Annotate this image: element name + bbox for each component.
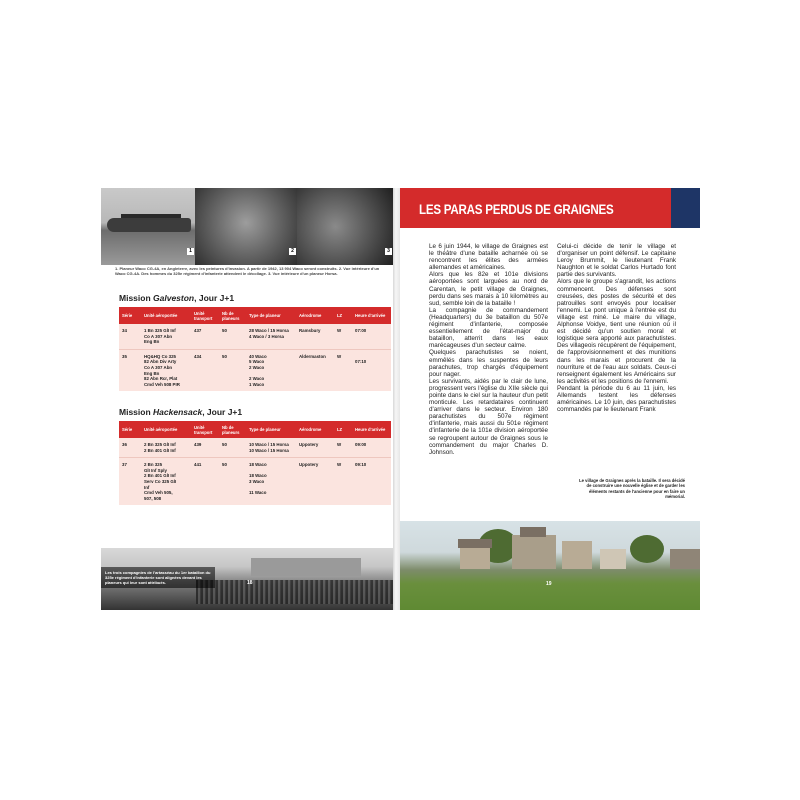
column-header: Type de planeur (249, 313, 281, 318)
table-cell: 07:10 (355, 359, 367, 365)
table-cell: W (337, 462, 342, 468)
left-page (101, 188, 393, 610)
column-header: Unité aéroportée (144, 427, 178, 432)
table-row (119, 457, 391, 505)
text-column-2 (557, 243, 676, 413)
table-cell: 36 (122, 442, 127, 447)
table-cell: 1 Bn 325 GlI Inf Co A 307 Abn Eng Bn (144, 328, 176, 345)
table-cell: W (337, 328, 342, 333)
village-photo (400, 521, 700, 610)
table-cell: 09:00 (355, 442, 367, 447)
table-cell: HQ&HQ Co 325 82 Abn Div Arty Co A 307 Abn Eng Bn 82 Abn Rcr, Plat Cmd Veh 508 PIR (144, 353, 180, 387)
paragraph: La compagnie de commandement (Headquarters) du 3e bataillon du 507e régiment d'infanterie, composée essentiellement de l'état-major du bataillon, atterrit dans les eaux marécageuses d'un secteur calme. (429, 306, 548, 350)
column-header: Unité aéroportée (144, 313, 178, 318)
table-cell: 50 (222, 353, 227, 359)
table-cell: 40 Waco 5 Waco 2 Waco 2 Waco 1 Waco (249, 353, 267, 387)
book-spine (393, 188, 400, 610)
paragraph: Quelques parachutistes se noient, emmêlés dans les suspentes de leurs parachutes, trop chargés d'équipement pour nager. (429, 349, 548, 378)
village-caption: Le village de Graignes après la bataille. Il sera décidé de construire une nouvelle église et de garder les éléments restants de l'ancienne pour en faire un mémorial. (579, 478, 685, 499)
column-header: Unité transport (194, 310, 213, 321)
photo-number: 2 (289, 248, 296, 255)
mission-table-galveston (119, 307, 391, 391)
table-cell: 437 (194, 328, 202, 333)
paragraph: Les survivants, aidés par le clair de lune, progressent vers l'église du XIIe siècle qui pointe dans le ciel sur la hauteur d'un petit monticule. Les retardataires continuent d'arriver dans le secteur. Environ 180 parachutistes du 507e régiment d'infanterie, mais aussi du 501e régiment d'infanterie de la 101e division aéroportée se regroupent autour de Graignes sous le commandement du major Charles D. Johnson. (429, 377, 548, 456)
glider-interior-photo (195, 188, 297, 265)
column-header: Nb de planeurs (222, 310, 240, 321)
table-cell: 434 (194, 353, 202, 359)
title-banner (400, 188, 671, 228)
table-cell: Ramsbury (299, 328, 321, 333)
table-row (119, 438, 391, 457)
table-cell: 441 (194, 462, 202, 468)
table-header (119, 421, 391, 438)
page-number: 19 (546, 581, 552, 587)
table-cell: 35 (122, 353, 127, 359)
troops-caption: Les trois compagnies de l'artasséau du 1er bataillon du 325e régiment d'infanterie sont alignées devant les planeurs qui leur sont attribués. (101, 567, 215, 588)
column-header: Aérodrome (299, 313, 322, 318)
table-cell: 2 Bn 325 GlI Inf Sply 2 Bn 401 GlI Inf Serv Co 325 GlI Inf Cmd Veh 505, 507, 508 (144, 462, 177, 501)
column-header: Unité transport (194, 424, 213, 435)
photo-number: 3 (385, 248, 392, 255)
horsa-interior-photo (297, 188, 393, 265)
photo-number: 1 (187, 248, 194, 255)
table-cell: 50 (222, 442, 227, 447)
column-header: Type de planeur (249, 427, 281, 432)
paragraph: Celui-ci décide de tenir le village et d'organiser un point défensif. Le capitaine Leroy Brummit, le lieutenant Frank Naughton et le soldat Carlos Hurtado font partie des survivants. (557, 243, 676, 279)
page-number: 18 (247, 580, 253, 586)
table-cell: Uppotery (299, 462, 319, 468)
text-column-1 (429, 243, 548, 456)
table-cell: 50 (222, 328, 227, 333)
table-cell: 09:10 (355, 462, 367, 468)
mission-title: Mission Galveston, Jour J+1 (119, 293, 235, 303)
photo-strip (101, 188, 393, 265)
mission-table-hackensack (119, 421, 391, 505)
table-cell: Uppotery (299, 442, 319, 447)
table-cell: 07:00 (355, 328, 367, 333)
right-page (400, 188, 700, 610)
paragraph: Alors que les 82e et 101e divisions aéroportées sont larguées au nord de Carentan, le petit village de Graignes, perdu dans ses marais à 10 kilomètres au sud, semble loin de la bataille ! (429, 271, 548, 307)
table-cell: 10 Waco / 15 Horsa 10 Waco / 15 Horsa (249, 442, 289, 453)
paragraph: Le 6 juin 1944, le village de Graignes est le théâtre d'une bataille acharnée où se rencontrent les élites des armées allemandes et américaines. (429, 243, 548, 272)
table-cell: 439 (194, 442, 202, 447)
photo-caption: 1. Planeur Waco CG-4A, en Angleterre, avec les peintures d'invasion. A partir de 1942, 13 904 Waco seront construits. 2. Vue intérieure d'un Waco CG-4A. Des hommes du 325e régiment d'infanterie attendent le décollage. 3. Vue intérieure d'un planeur Horsa. (115, 266, 380, 277)
table-row (119, 324, 391, 349)
column-header: LZ (337, 427, 343, 432)
column-header: LZ (337, 313, 343, 318)
column-header: Heure d'arrivée (355, 313, 386, 318)
column-header: Heure d'arrivée (355, 427, 386, 432)
column-header: Nb de planeurs (222, 424, 240, 435)
table-cell: 34 (122, 328, 127, 333)
table-cell: 37 (122, 462, 127, 468)
table-cell: 50 (222, 462, 227, 468)
navy-block (671, 188, 700, 228)
table-cell: 18 Waco 18 Waco 3 Waco 11 Waco (249, 462, 267, 496)
article-title: LES PARAS PERDUS DE GRAIGNES (419, 202, 614, 217)
column-header: Série (122, 427, 133, 432)
table-cell: 28 Waco / 15 Horsa 4 Waco / 3 Horsa (249, 328, 289, 339)
glider-photo (101, 188, 195, 265)
paragraph: Alors que le groupe s'agrandit, les actions commencent. Des défenses sont creusées, des postes de sécurité et des patrouilles sont envoyés pour localiser l'ennemi. Le pont unique à l'entrée est du village est miné. Le maire du village, Alphonse Voidye, tient une réunion où il est décidé qu'un soutien moral et logistique sera apporté aux parachutistes. Des villageois récupèrent de l'équipement, de l'approvisionnement et des munitions dans les marais et procurent de la nourriture et de l'eau aux soldats. Ceux-ci renseignent également les Américains sur les activités et les positions de l'ennemi. (557, 278, 676, 385)
table-cell: 2 Bn 325 GlI Inf 2 Bn 401 GlI Inf (144, 442, 176, 453)
troops-photo (101, 548, 393, 610)
column-header: Aérodrome (299, 427, 322, 432)
table-row (119, 349, 391, 392)
paragraph: Pendant la période du 6 au 11 juin, les Allemands testent les défenses américaines. Le 10 juin, des parachutistes commandés par le lieutenant Frank (557, 384, 676, 414)
mission-title: Mission Hackensack, Jour J+1 (119, 407, 243, 417)
table-cell: Aldermaston (299, 353, 326, 359)
table-cell: W (337, 353, 342, 359)
column-header: Série (122, 313, 133, 318)
table-header (119, 307, 391, 324)
table-cell: W (337, 442, 342, 447)
